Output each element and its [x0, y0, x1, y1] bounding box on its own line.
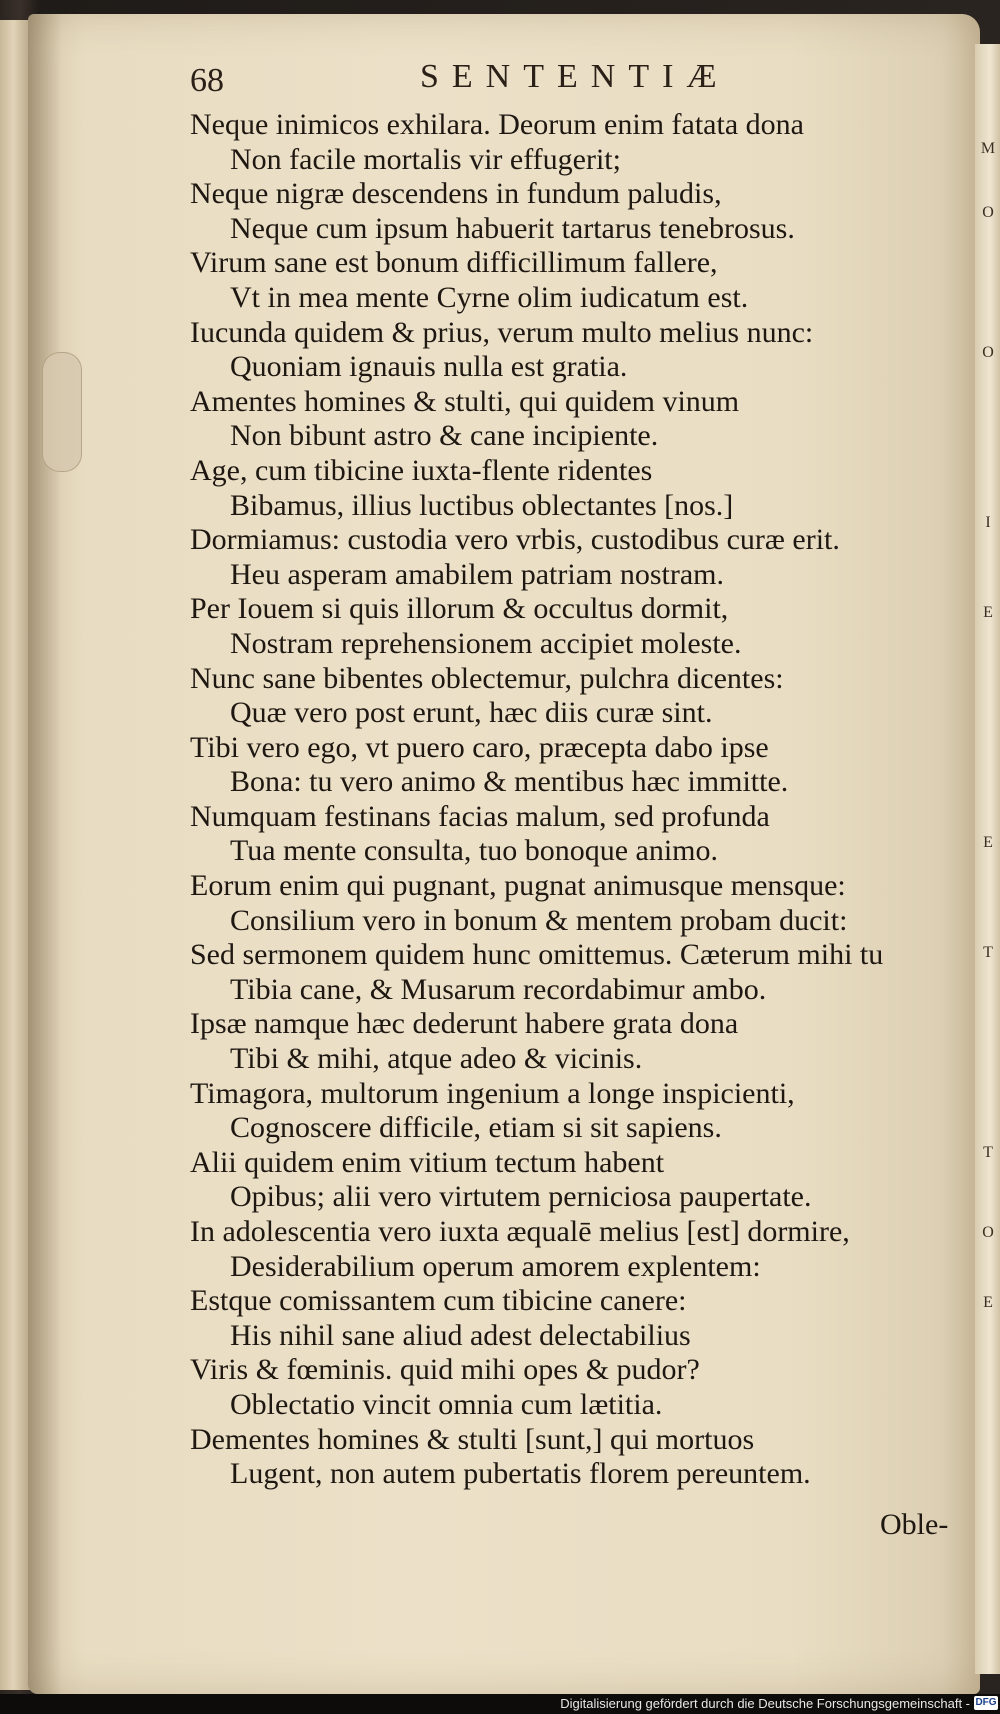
verse-line: Non facile mortalis vir effugerit; [230, 142, 621, 176]
verse-line: Timagora, multorum ingenium a longe inspicienti, [190, 1076, 795, 1110]
verse-line: Dementes homines & stulti [sunt,] qui mortuos [190, 1422, 755, 1456]
facing-page-mark: T [983, 1144, 993, 1161]
verse-line: Age, cum tibicine iuxta-flente ridentes [190, 453, 653, 487]
verse-line: Tibi & mihi, atque adeo & vicinis. [230, 1042, 643, 1076]
verse-line: Nunc sane bibentes oblectemur, pulchra dicentes: [190, 661, 784, 695]
verse-line: His nihil sane aliud adest delectabilius [230, 1318, 691, 1352]
verse-line: Vt in mea mente Cyrne olim iudicatum est. [230, 280, 749, 314]
facing-page-mark: O [982, 1224, 994, 1241]
gutter-shadow [28, 14, 62, 1694]
verse-line: Viris & fœminis. quid mihi opes & pudor? [190, 1353, 700, 1387]
facing-page-mark: O [982, 344, 994, 361]
verse-line: Oblectatio vincit omnia cum lætitia. [230, 1387, 663, 1421]
verse-line: Estque comissantem cum tibicine canere: [190, 1284, 687, 1318]
verse-line: Eorum enim qui pugnant, pugnat animusque mensque: [190, 869, 846, 903]
catchword: Oble- [880, 1508, 949, 1541]
digitization-footer [0, 1694, 1000, 1714]
verse-line: Neque nigræ descendens in fundum paludis, [190, 177, 722, 211]
verse-line: Ipsæ namque hæc dederunt habere grata dona [190, 1007, 739, 1041]
running-title: SENTENTIÆ [420, 58, 730, 95]
facing-page-mark: I [985, 514, 991, 531]
facing-page-mark: E [983, 1294, 993, 1311]
verse-line: Bona: tu vero animo & mentibus hæc immitte. [230, 765, 789, 799]
verse-line: Virum sane est bonum difficillimum fallere, [190, 246, 718, 280]
page-header [190, 58, 940, 108]
verse-line: Dormiamus: custodia vero vrbis, custodibus curæ erit. [190, 523, 840, 557]
verse-line: Quoniam ignauis nulla est gratia. [230, 350, 628, 384]
dfg-logo: DFG [975, 1697, 997, 1708]
verse-line: Neque cum ipsum habuerit tartarus tenebrosus. [230, 211, 795, 245]
verse-line: Desiderabilium operum amorem explentem: [230, 1249, 761, 1283]
verse-line: Sed sermonem quidem hunc omittemus. Cæterum mihi tu [190, 938, 884, 972]
book-left-edge [0, 20, 30, 1690]
facing-page-mark: T [983, 944, 993, 961]
verse-line: Tua mente consulta, tuo bonoque animo. [230, 834, 718, 868]
verse-line: Amentes homines & stulti, qui quidem vinum [190, 384, 740, 418]
verse-line: Tibi vero ego, vt puero caro, præcepta dabo ipse [190, 730, 769, 764]
page-number: 68 [190, 62, 224, 99]
verse-line: Nostram reprehensionem accipiet moleste. [230, 626, 742, 660]
verse-line: Heu asperam amabilem patriam nostram. [230, 557, 724, 591]
verse-line: Consilium vero in bonum & mentem probam ducit: [230, 903, 848, 937]
verse-line: Cognoscere difficile, etiam si sit sapiens. [230, 1111, 722, 1145]
facing-page-mark: M [980, 140, 996, 157]
verse-line: Per Iouem si quis illorum & occultus dormit, [190, 592, 729, 626]
verse-line: Iucunda quidem & prius, verum multo melius nunc: [190, 315, 814, 349]
verse-line: Lugent, non autem pubertatis florem pereuntem. [230, 1457, 811, 1491]
verse-line: Quæ vero post erunt, hæc diis curæ sint. [230, 696, 713, 730]
facing-page-edge [975, 44, 1000, 1674]
verse-line: Opibus; alii vero virtutem perniciosa paupertate. [230, 1180, 812, 1214]
facing-page-mark: O [982, 204, 994, 221]
facing-page-mark: E [983, 834, 993, 851]
thumb-tab [42, 352, 82, 472]
verse-line: Bibamus, illius luctibus oblectantes [nos.] [230, 488, 734, 522]
verse-line: Tibia cane, & Musarum recordabimur ambo. [230, 972, 767, 1006]
verse-line: Non bibunt astro & cane incipiente. [230, 419, 659, 453]
verse-line: Alii quidem enim vitium tectum habent [190, 1145, 665, 1179]
dfg-credit-text: Digitalisierung gefördert durch die Deutsche Forschungsgemeinschaft - [560, 1696, 970, 1711]
verse-line: In adolescentia vero iuxta æqualē melius [est] dormire, [190, 1215, 850, 1248]
verse-line: Numquam festinans facias malum, sed profunda [190, 799, 770, 833]
verse-line: Neque inimicos exhilara. Deorum enim fatata dona [190, 108, 804, 141]
facing-page-mark: E [983, 604, 993, 621]
verse-text-block [190, 108, 950, 1492]
